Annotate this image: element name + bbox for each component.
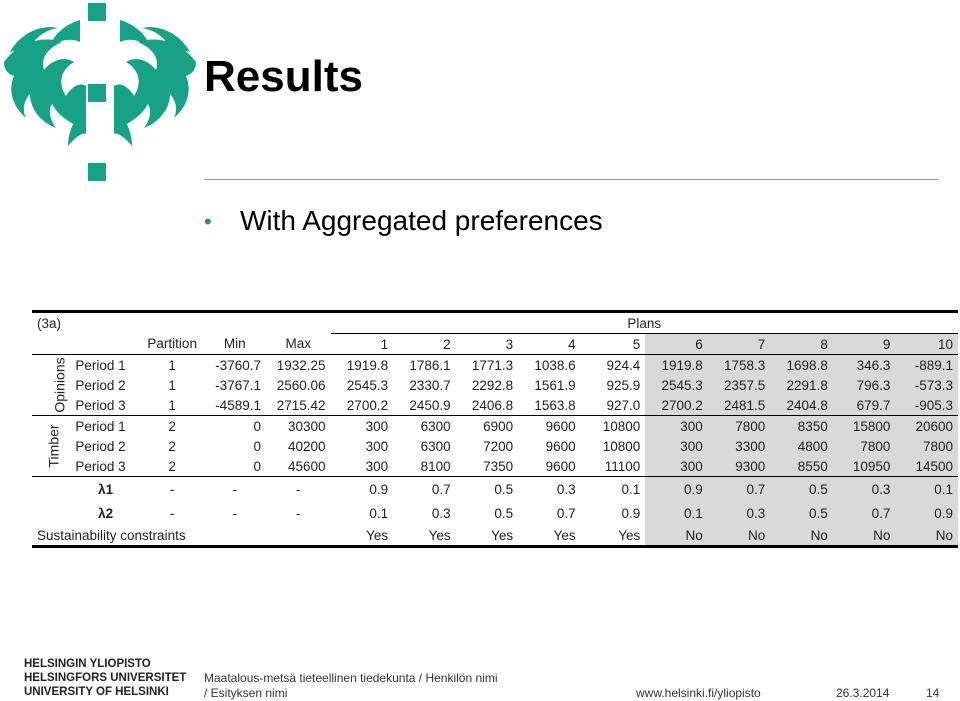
table-cell: 7800	[708, 416, 771, 437]
table-cell: 2715.42	[276, 397, 326, 413]
sustainability-value: No	[770, 525, 833, 545]
university-line: UNIVERSITY OF HELSINKI	[24, 686, 169, 698]
title-divider	[204, 179, 938, 180]
table-cell: 2481.5	[708, 395, 771, 416]
table-cell: 1698.8	[770, 355, 833, 376]
table-cell: 2700.2	[346, 397, 389, 413]
table-cell: 1932.25	[276, 357, 326, 373]
table-cell: 0.7	[556, 505, 576, 521]
table-cell: 925.9	[606, 377, 641, 393]
table-cell: 3300	[708, 436, 771, 456]
table-cell: 6300	[420, 438, 451, 454]
university-line: HELSINGFORS UNIVERSITET	[24, 672, 187, 684]
table-cell: 20600	[895, 416, 958, 437]
table-cell: 300	[331, 416, 394, 437]
sustainability-value: No	[895, 525, 958, 545]
table-cell: 1771.3	[471, 357, 514, 373]
table-cell: 1919.8	[346, 357, 389, 373]
sustainability-value: Yes	[366, 527, 389, 543]
table-row	[32, 436, 958, 456]
row-label: Period 1	[70, 416, 141, 437]
sustainability-value: Yes	[491, 527, 514, 543]
table-cell: -4589.1	[215, 397, 261, 413]
table-cell: 1786.1	[409, 357, 451, 373]
table-cell: 14500	[895, 456, 958, 477]
sustainability-value: No	[708, 525, 771, 545]
row-label: Period 3	[75, 397, 126, 413]
table-cell: 2700.2	[645, 395, 708, 416]
table-cell: 2560.06	[276, 377, 326, 393]
table-cell: 924.4	[606, 357, 641, 373]
col-header: 6	[645, 334, 708, 355]
table-cell: 927.0	[606, 397, 641, 413]
row-group-text: Timber	[45, 424, 62, 468]
table-cell: 0.7	[393, 477, 456, 502]
table-cell: 796.3	[833, 375, 896, 395]
row-label: Period 1	[75, 357, 126, 373]
sustainability-value: Yes	[428, 527, 451, 543]
spacer-cell	[32, 477, 70, 502]
row-label: Period 3	[75, 458, 126, 474]
table-cell: 0	[253, 438, 261, 454]
table-cell: 7350	[483, 458, 514, 474]
table-cell: 8100	[420, 458, 451, 474]
table-cell: 0.5	[770, 501, 833, 525]
col-header: 1	[331, 334, 394, 355]
table-row	[32, 375, 958, 395]
table-cell: 2406.8	[471, 397, 514, 413]
table-cell: 10800	[581, 416, 646, 437]
table-cell: 0.1	[369, 505, 389, 521]
table-label: (3a)	[37, 315, 62, 331]
table-cell: -	[169, 505, 175, 521]
table-cell: 9300	[708, 456, 771, 477]
page-title: Results	[204, 52, 363, 101]
table-cell: 0.3	[431, 505, 451, 521]
spacer-cell	[32, 501, 70, 525]
row-label: Period 2	[75, 438, 126, 454]
table-cell: 0.1	[581, 477, 646, 502]
table-cell: -	[232, 505, 237, 521]
table-cell: -	[141, 477, 204, 502]
table-cell: 0.9	[621, 505, 641, 521]
sustainability-value: No	[645, 525, 708, 545]
page-number: 14	[926, 686, 940, 700]
table-cell: 1561.9	[534, 377, 576, 393]
table-cell: 2291.8	[770, 375, 833, 395]
table-cell: 8350	[770, 416, 833, 437]
university-name	[24, 657, 186, 699]
table-cell: 0.3	[708, 501, 771, 525]
col-header: 3	[456, 334, 519, 355]
col-header: 5	[581, 334, 646, 355]
table-cell: 0.5	[770, 477, 833, 502]
bullet-dot-icon: •	[204, 209, 212, 234]
table-cell: 10950	[833, 456, 896, 477]
col-header: 7	[708, 334, 771, 355]
table-cell: 1	[168, 397, 176, 413]
table-row	[32, 525, 958, 545]
plans-header: Plans	[331, 313, 958, 334]
table-row	[32, 416, 958, 437]
table-cell: 11100	[604, 458, 641, 474]
table-cell: 679.7	[833, 395, 896, 416]
table-cell: 40200	[288, 438, 326, 454]
footer-date: 26.3.2014	[836, 686, 890, 700]
bullet-text: With Aggregated preferences	[240, 205, 603, 236]
table-cell: 0.1	[895, 477, 958, 502]
table-cell: 2330.7	[409, 377, 451, 393]
table-cell: 1758.3	[708, 355, 771, 376]
table-cell: 2	[141, 416, 204, 437]
table-cell: -889.1	[895, 355, 958, 376]
table-cell: 0.5	[456, 477, 519, 502]
row-label: λ2	[98, 505, 114, 521]
table-cell: 0	[253, 458, 261, 474]
table-cell: 300	[365, 438, 389, 454]
table-row	[32, 355, 958, 376]
table-cell: 15800	[833, 416, 896, 437]
table-cell: 300	[645, 436, 708, 456]
footer-url: www.helsinki.fi/yliopisto	[636, 686, 761, 700]
col-header: 8	[770, 334, 833, 355]
sustainability-value: Yes	[553, 527, 576, 543]
table-cell: 2545.3	[346, 377, 389, 393]
table-cell: 300	[645, 456, 708, 477]
table-cell: 346.3	[833, 355, 896, 376]
col-header: 2	[393, 334, 456, 355]
table-cell: 2357.5	[708, 375, 771, 395]
sustainability-label: Sustainability constraints	[37, 527, 186, 543]
table-cell: 2545.3	[645, 375, 708, 395]
row-group-label	[32, 355, 70, 416]
col-header: Min	[203, 334, 266, 355]
table-cell: 1563.8	[534, 397, 576, 413]
table-cell: 0.9	[645, 477, 708, 502]
table-cell: -573.3	[895, 375, 958, 395]
sustainability-value: No	[833, 525, 896, 545]
table-cell: 30300	[266, 416, 331, 437]
table-cell: 1919.8	[645, 355, 708, 376]
table-cell: -	[266, 477, 331, 502]
table-cell: 300	[365, 458, 389, 474]
table-cell: 2450.9	[409, 397, 451, 413]
table-cell: 0.3	[833, 477, 896, 502]
table-cell: -3760.7	[215, 357, 261, 373]
table-cell: 1	[168, 357, 176, 373]
helsinki-flame-logo-icon	[0, 0, 200, 190]
table-cell: 0.7	[833, 501, 896, 525]
table-cell: 2404.8	[770, 395, 833, 416]
table-cell: 300	[645, 416, 708, 437]
table-cell: -	[203, 477, 266, 502]
table-cell: 7800	[895, 436, 958, 456]
table-cell: 0.1	[645, 501, 708, 525]
table-cell: 45600	[288, 458, 326, 474]
table-cell: 2292.8	[471, 377, 514, 393]
table-cell: 1	[168, 377, 176, 393]
table-cell: 2	[168, 458, 176, 474]
table-cell: -3767.1	[215, 377, 261, 393]
table-cell: 10800	[602, 438, 641, 454]
sustainability-value: Yes	[618, 527, 641, 543]
row-label: λ1	[70, 477, 141, 502]
col-header: Partition	[141, 334, 204, 355]
footer-faculty: Maatalous-metsä tieteellinen tiedekunta / Henkilön nimi / Esityksen nimi	[204, 671, 498, 700]
row-group-text: Opinions	[51, 357, 68, 413]
table-cell: 2	[168, 438, 176, 454]
table-cell: 9600	[545, 458, 576, 474]
table-cell: 0.7	[708, 477, 771, 502]
row-label: Period 2	[75, 377, 126, 393]
table-cell: 7800	[833, 436, 896, 456]
table-row	[32, 395, 958, 416]
table-cell: 0.5	[494, 505, 514, 521]
table-cell: 8550	[770, 456, 833, 477]
table-cell: 0	[203, 416, 266, 437]
table-cell: 9600	[545, 438, 576, 454]
table-cell: 0.9	[331, 477, 394, 502]
row-group-label	[32, 416, 70, 477]
table-row	[32, 477, 958, 502]
table-cell: 0.9	[895, 501, 958, 525]
table-cell: -	[296, 505, 301, 521]
col-header: 9	[833, 334, 896, 355]
results-table	[32, 310, 958, 548]
table-cell: 9600	[518, 416, 581, 437]
table-cell: -905.3	[895, 395, 958, 416]
table-cell: 6300	[393, 416, 456, 437]
col-header: 4	[518, 334, 581, 355]
table-row	[32, 501, 958, 525]
table-cell: 4800	[770, 436, 833, 456]
col-header: 10	[895, 334, 958, 355]
col-header: Max	[266, 334, 331, 355]
table-cell: 7200	[483, 438, 514, 454]
university-line: HELSINGIN YLIOPISTO	[24, 658, 151, 670]
table-cell: 0.3	[518, 477, 581, 502]
table-row	[32, 456, 958, 477]
table-cell: 1038.6	[534, 357, 576, 373]
table-cell: 6900	[456, 416, 519, 437]
